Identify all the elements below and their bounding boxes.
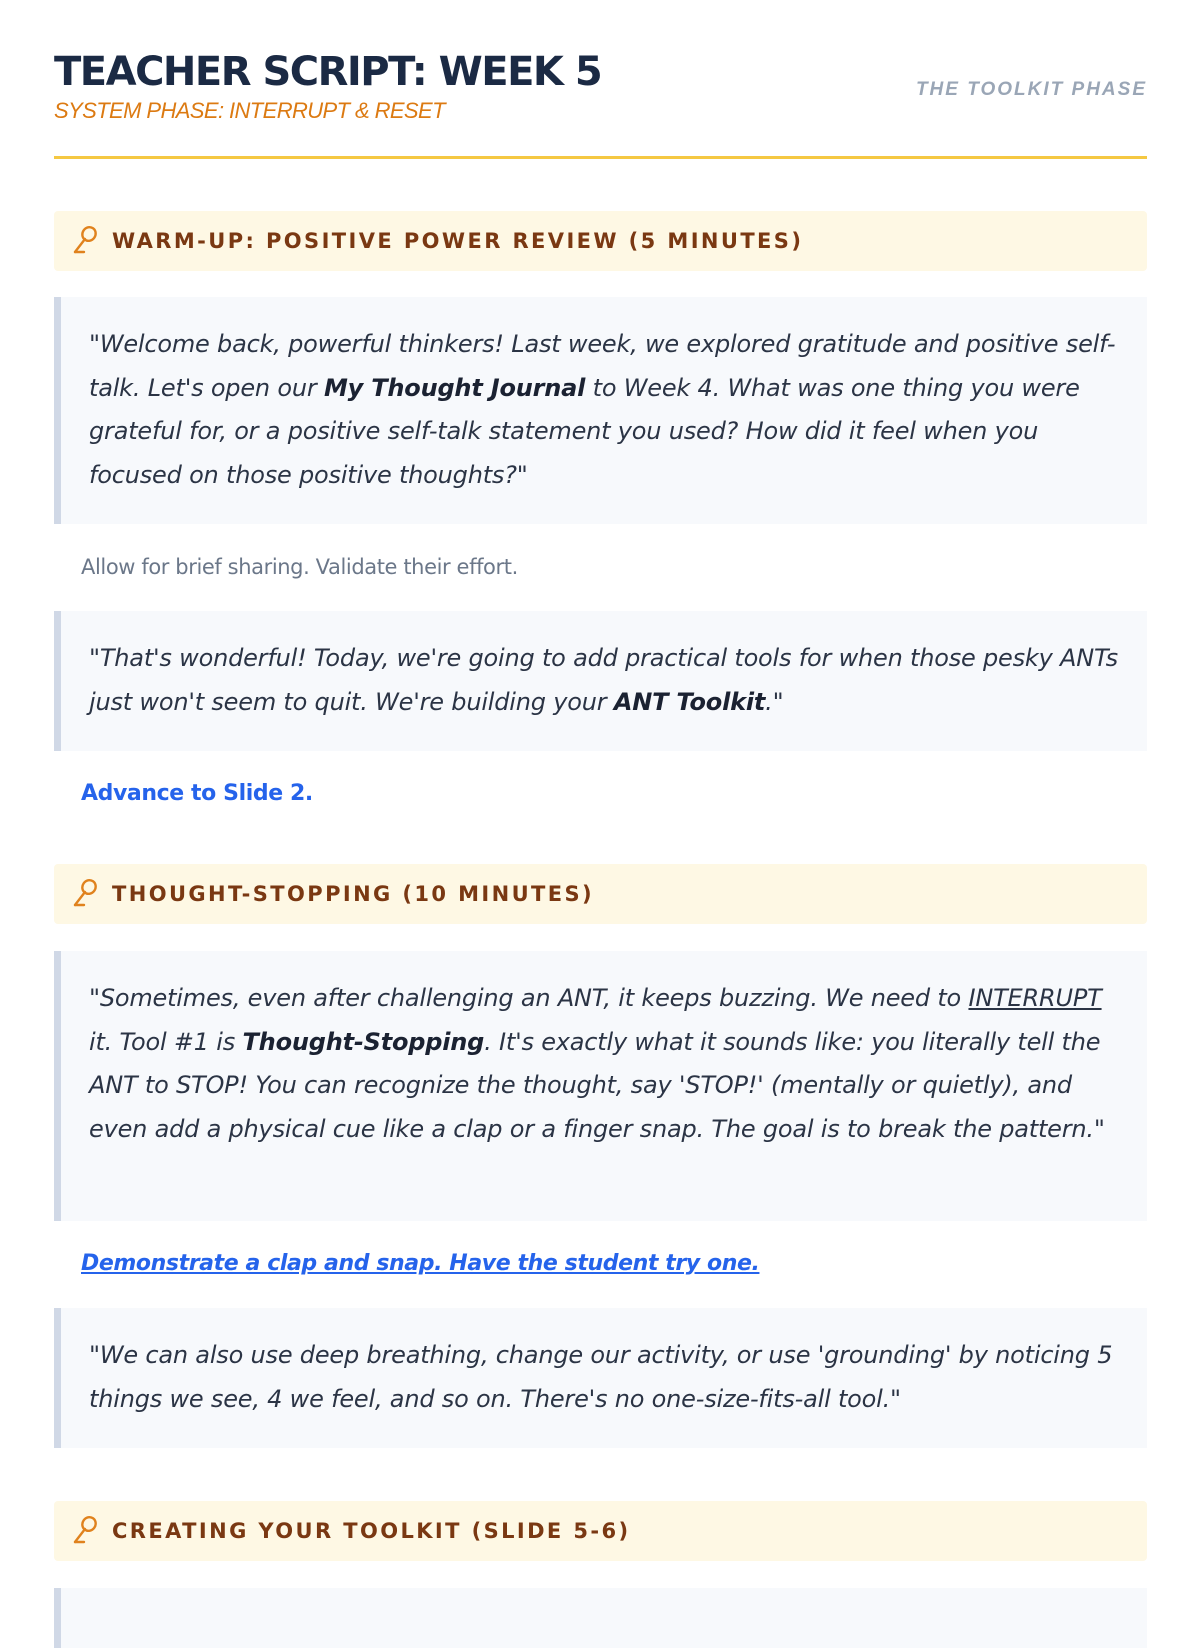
- quote-emphasis: Thought-Stopping: [242, 1027, 485, 1056]
- script-quote: [54, 951, 1147, 1221]
- script-quote: [54, 297, 1147, 524]
- microphone-icon: [70, 1514, 100, 1548]
- advance-slide-link[interactable]: Advance to Slide 2.: [81, 781, 313, 806]
- page-subtitle: SYSTEM PHASE: INTERRUPT & RESET: [54, 98, 445, 123]
- script-quote: [54, 611, 1147, 751]
- page-title: TEACHER SCRIPT: WEEK 5: [54, 49, 602, 95]
- quote-text: to Week 4. What was one thing you were grateful for, or a positive self-talk statement you used? How did it feel when you focused on those positive thoughts?": [89, 373, 1080, 489]
- demonstrate-link[interactable]: Demonstrate a clap and snap. Have the student try one.: [81, 1251, 760, 1276]
- quote-text: . It's exactly what it sounds like: you literally tell the ANT to STOP! You can recognize the thought, say 'STOP!' (mentally or quietly), and even add a physical cue like a clap or a finger snap. The goal is to break the pattern.": [89, 1027, 1105, 1143]
- microphone-icon: [70, 224, 100, 258]
- quote-text: .": [765, 687, 784, 716]
- quote-emphasis: ANT Toolkit: [613, 687, 766, 716]
- teacher-note: Allow for brief sharing. Validate their effort.: [81, 555, 518, 579]
- quote-underline: INTERRUPT: [968, 984, 1102, 1012]
- quote-text: "Welcome back, powerful thinkers! Last week, we explored gratitude and positive self-talk. Let's open our: [89, 330, 1116, 402]
- quote-text: it. Tool #1 is: [89, 1027, 243, 1056]
- script-quote: [54, 1308, 1147, 1448]
- quote-emphasis: My Thought Journal: [323, 373, 586, 402]
- section-header-thought-stopping: [54, 864, 1147, 924]
- section-heading: THOUGHT-STOPPING (10 MINUTES): [112, 882, 595, 906]
- script-quote: [54, 1588, 1147, 1648]
- page-header: [54, 0, 1147, 159]
- section-heading: WARM-UP: POSITIVE POWER REVIEW (5 MINUTES): [112, 229, 804, 253]
- quote-text: "Sometimes, even after challenging an ANT, it keeps buzzing. We need to: [89, 984, 969, 1012]
- section-heading: CREATING YOUR TOOLKIT (SLIDE 5-6): [112, 1519, 631, 1543]
- section-header-warm-up: [54, 211, 1147, 271]
- microphone-icon: [70, 877, 100, 911]
- quote-text: "We can also use deep breathing, change our activity, or use 'grounding' by noticing 5 things we see, 4 we feel, and so on. There's no one-size-fits-all tool.": [89, 1341, 1113, 1413]
- phase-tag: THE TOOLKIT PHASE: [915, 79, 1147, 100]
- quote-text: "That's wonderful! Today, we're going to add practical tools for when those pesky ANTs just won't seem to quit. We're building your: [89, 644, 1118, 716]
- section-header-creating-toolkit: [54, 1501, 1147, 1561]
- script-page: [54, 0, 1147, 1543]
